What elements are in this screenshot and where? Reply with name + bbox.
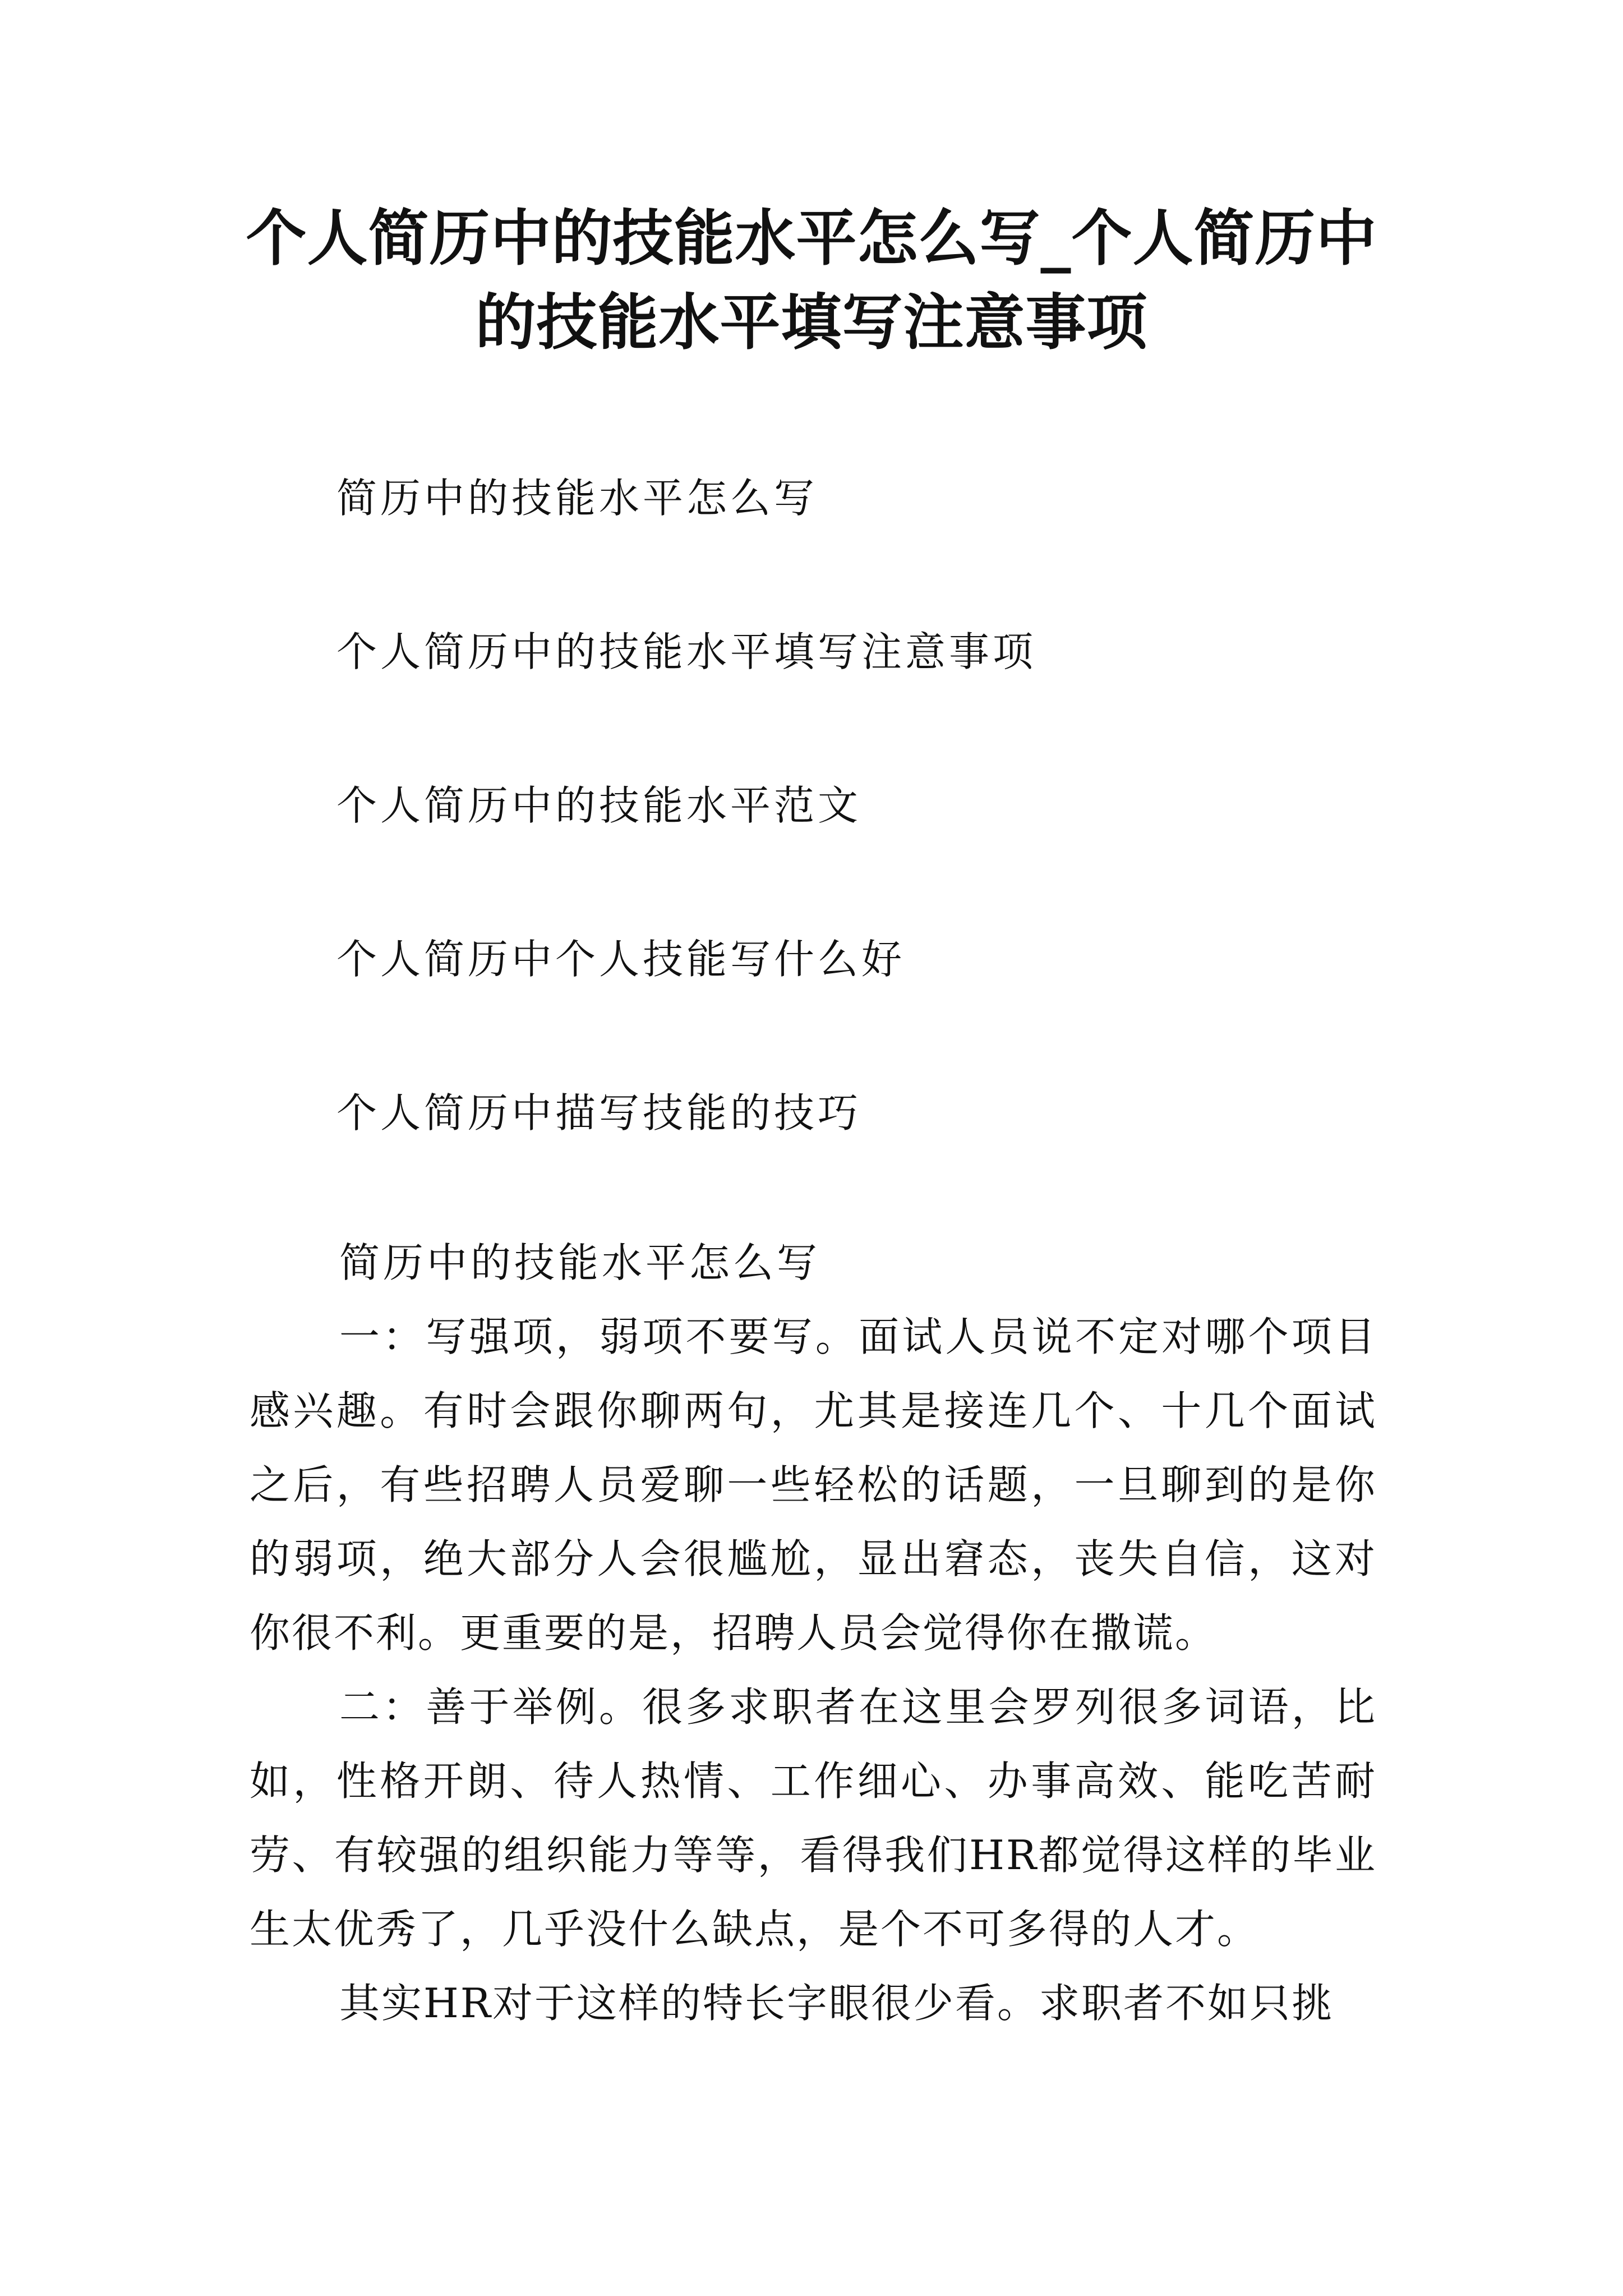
body-paragraph: 一：写强项，弱项不要写。面试人员说不定对哪个项目感兴趣。有时会跟你聊两句，尤其是接连几个、十几个面试之后，有些招聘人员爱聊一些轻松的话题，一旦聊到的是你的弱项，绝大部分人会很尴尬，显出窘态，丧失自信，这对你很不利。更重要的是，招聘人员会觉得你在撒谎。 <box>250 1313 1377 1657</box>
body-paragraph: 二：善于举例。很多求职者在这里会罗列很多词语，比如，性格开朗、待人热情、工作细心、办事高效、能吃苦耐劳、有较强的组织能力等等，看得我们HR都觉得这样的毕业生太优秀了，几乎没什么缺点，是个不可多得的人才。 <box>250 1683 1377 1953</box>
toc-item: 个人简历中描写技能的技巧 <box>336 1089 862 1137</box>
section-heading: 简历中的技能水平怎么写 <box>339 1239 821 1286</box>
body-paragraph: 其实HR对于这样的特长字眼很少看。求职者不如只挑 <box>339 1980 1334 2027</box>
document-title: 个人简历中的技能水平怎么写_个人简历中的技能水平填写注意事项 <box>246 203 1377 358</box>
toc-item: 个人简历中的技能水平填写注意事项 <box>336 628 1037 675</box>
document-body <box>250 1226 1377 2040</box>
toc-item: 个人简历中的技能水平范文 <box>336 782 862 829</box>
toc-item: 个人简历中个人技能写什么好 <box>336 936 906 983</box>
table-of-contents <box>336 464 1402 1233</box>
toc-item: 简历中的技能水平怎么写 <box>336 475 818 522</box>
